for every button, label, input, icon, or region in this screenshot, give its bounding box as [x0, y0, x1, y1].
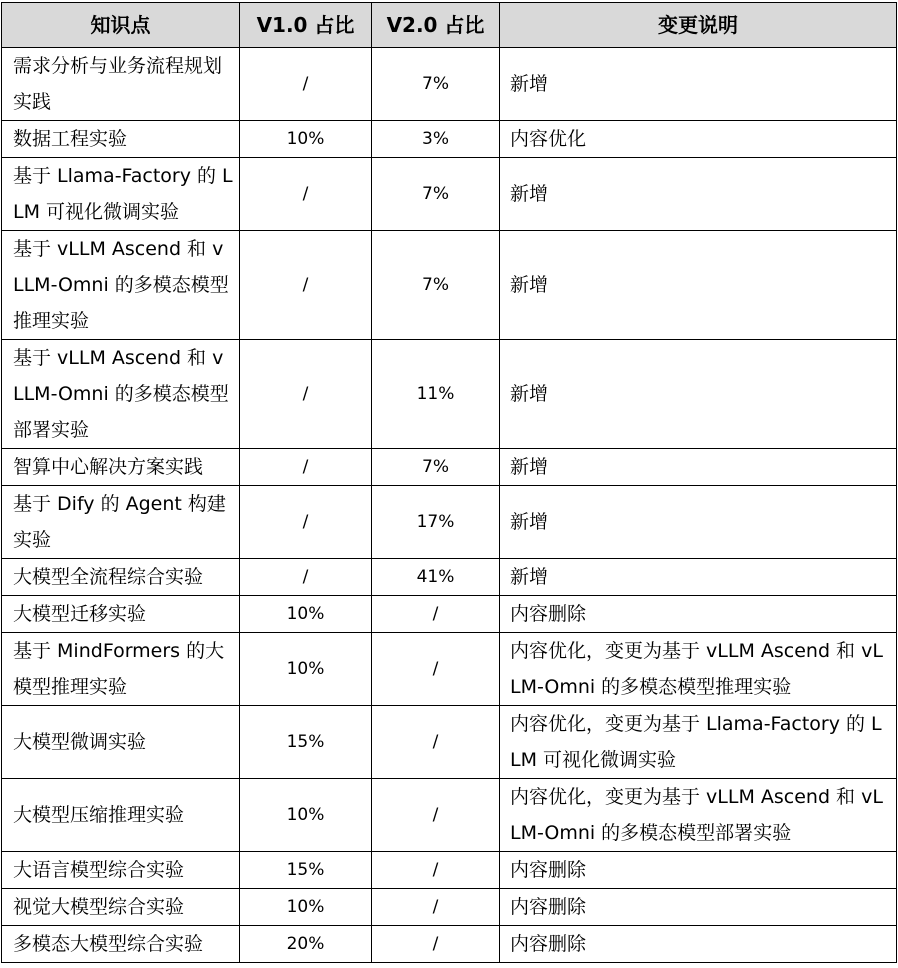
- v2-share-cell: /: [372, 779, 500, 852]
- v1-share-cell: 10%: [240, 596, 372, 633]
- v1-share-cell: /: [240, 449, 372, 486]
- table-row: [2, 158, 897, 231]
- change-note-cell: 内容删除: [500, 926, 897, 963]
- table-row: [2, 596, 897, 633]
- v1-share-cell: /: [240, 486, 372, 559]
- v2-share-cell: 11%: [372, 340, 500, 449]
- table-row: [2, 121, 897, 158]
- topic-cell: 大模型全流程综合实验: [2, 559, 240, 596]
- v2-share-cell: 7%: [372, 158, 500, 231]
- table-row: [2, 449, 897, 486]
- table-row: [2, 706, 897, 779]
- header-v2-share: V2.0 占比: [372, 3, 500, 48]
- topic-cell: 大模型压缩推理实验: [2, 779, 240, 852]
- v2-share-cell: /: [372, 706, 500, 779]
- topic-cell: 智算中心解决方案实践: [2, 449, 240, 486]
- change-note-cell: 内容删除: [500, 852, 897, 889]
- topic-cell: 需求分析与业务流程规划实践: [2, 48, 240, 121]
- v1-share-cell: /: [240, 48, 372, 121]
- v1-share-cell: /: [240, 231, 372, 340]
- change-note-cell: 新增: [500, 158, 897, 231]
- table-row: [2, 889, 897, 926]
- table-row: [2, 231, 897, 340]
- topic-cell: 大模型迁移实验: [2, 596, 240, 633]
- version-comparison-table: [1, 2, 897, 963]
- v1-share-cell: /: [240, 158, 372, 231]
- v2-share-cell: /: [372, 852, 500, 889]
- v2-share-cell: /: [372, 889, 500, 926]
- v2-share-cell: /: [372, 633, 500, 706]
- table-row: [2, 633, 897, 706]
- table-row: [2, 926, 897, 963]
- table-row: [2, 486, 897, 559]
- v2-share-cell: /: [372, 596, 500, 633]
- header-change-note: 变更说明: [500, 3, 897, 48]
- table-row: [2, 340, 897, 449]
- v2-share-cell: 7%: [372, 449, 500, 486]
- change-note-cell: 内容删除: [500, 596, 897, 633]
- v2-share-cell: 3%: [372, 121, 500, 158]
- table-row: [2, 48, 897, 121]
- change-note-cell: 内容删除: [500, 889, 897, 926]
- header-topic: 知识点: [2, 3, 240, 48]
- v1-share-cell: 10%: [240, 779, 372, 852]
- topic-cell: 基于 Llama-Factory 的 LLM 可视化微调实验: [2, 158, 240, 231]
- v2-share-cell: /: [372, 926, 500, 963]
- change-note-cell: 新增: [500, 559, 897, 596]
- topic-cell: 基于 vLLM Ascend 和 vLLM-Omni 的多模态模型部署实验: [2, 340, 240, 449]
- topic-cell: 大语言模型综合实验: [2, 852, 240, 889]
- v1-share-cell: /: [240, 340, 372, 449]
- v1-share-cell: 15%: [240, 852, 372, 889]
- comparison-table-wrapper: [1, 2, 897, 963]
- v1-share-cell: 20%: [240, 926, 372, 963]
- change-note-cell: 内容优化，变更为基于 vLLM Ascend 和 vLLM-Omni 的多模态模型推理实验: [500, 633, 897, 706]
- topic-cell: 基于 Dify 的 Agent 构建实验: [2, 486, 240, 559]
- v1-share-cell: 10%: [240, 889, 372, 926]
- topic-cell: 视觉大模型综合实验: [2, 889, 240, 926]
- change-note-cell: 内容优化: [500, 121, 897, 158]
- change-note-cell: 新增: [500, 486, 897, 559]
- header-v1-share: V1.0 占比: [240, 3, 372, 48]
- change-note-cell: 新增: [500, 231, 897, 340]
- change-note-cell: 新增: [500, 449, 897, 486]
- table-header-row: [2, 3, 897, 48]
- topic-cell: 基于 vLLM Ascend 和 vLLM-Omni 的多模态模型推理实验: [2, 231, 240, 340]
- v1-share-cell: 15%: [240, 706, 372, 779]
- topic-cell: 多模态大模型综合实验: [2, 926, 240, 963]
- topic-cell: 基于 MindFormers 的大模型推理实验: [2, 633, 240, 706]
- v2-share-cell: 7%: [372, 48, 500, 121]
- topic-cell: 大模型微调实验: [2, 706, 240, 779]
- table-row: [2, 852, 897, 889]
- table-row: [2, 779, 897, 852]
- v2-share-cell: 17%: [372, 486, 500, 559]
- v2-share-cell: 41%: [372, 559, 500, 596]
- v2-share-cell: 7%: [372, 231, 500, 340]
- change-note-cell: 新增: [500, 48, 897, 121]
- v1-share-cell: 10%: [240, 121, 372, 158]
- change-note-cell: 新增: [500, 340, 897, 449]
- v1-share-cell: 10%: [240, 633, 372, 706]
- change-note-cell: 内容优化，变更为基于 vLLM Ascend 和 vLLM-Omni 的多模态模型部署实验: [500, 779, 897, 852]
- topic-cell: 数据工程实验: [2, 121, 240, 158]
- v1-share-cell: /: [240, 559, 372, 596]
- change-note-cell: 内容优化，变更为基于 Llama-Factory 的 LLM 可视化微调实验: [500, 706, 897, 779]
- table-row: [2, 559, 897, 596]
